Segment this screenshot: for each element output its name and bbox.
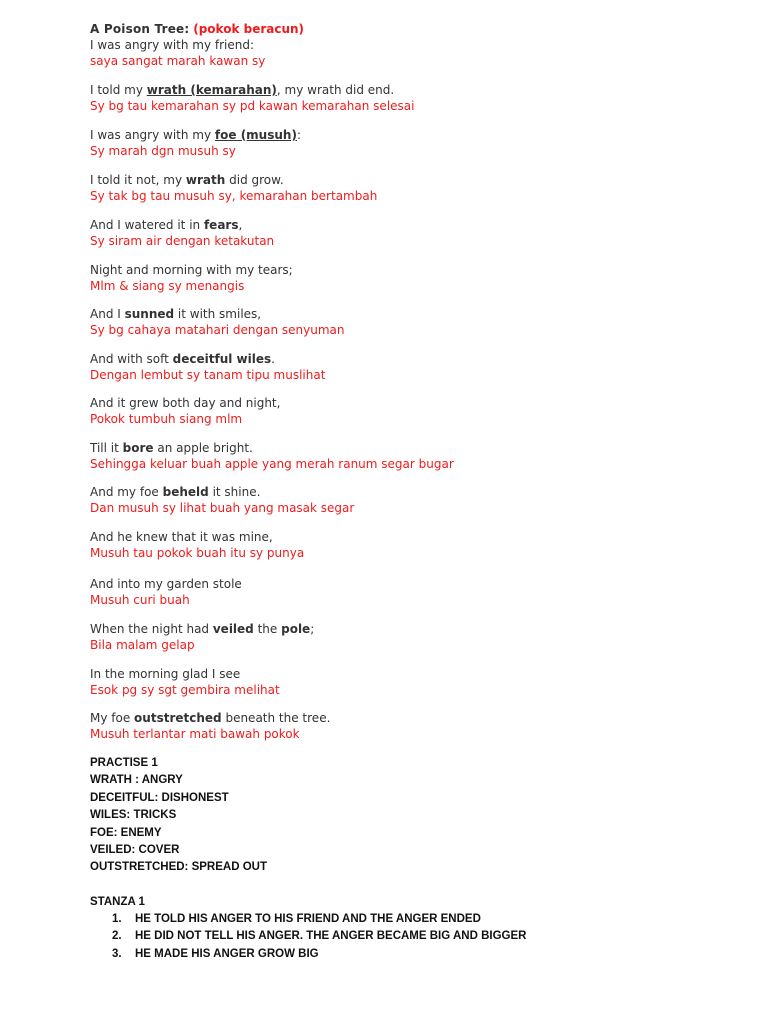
stanza1-heading: STANZA 1 [90,896,145,908]
english-line: And into my garden stole [90,577,242,591]
english-line: And he knew that it was mine, [90,530,273,544]
english-line: And I sunned it with smiles, [90,307,262,321]
vocab-item: OUTSTRETCHED: SPREAD OUT [90,861,267,874]
stanza-line-6 [90,262,730,294]
stanza-line-8 [90,351,730,383]
malay-translation: Sehingga keluar buah apple yang merah ranum segar bugar [90,457,454,471]
malay-translation: Musuh terlantar mati bawah pokok [90,727,300,741]
poem-title-english: A Poison Tree: [90,22,190,36]
english-line: I told my wrath (kemarahan), my wrath did end. [90,83,395,97]
english-line: I was angry with my foe (musuh): [90,128,301,142]
malay-translation: Dan musuh sy lihat buah yang masak segar [90,501,355,515]
vocab-item: DECEITFUL: DISHONEST [90,791,229,804]
stanza-line-12 [90,529,730,561]
malay-translation: Sy siram air dengan ketakutan [90,234,275,248]
english-line: And it grew both day and night, [90,396,281,410]
stanza1-list [90,911,730,963]
practise-heading: PRACTISE 1 [90,757,158,769]
malay-translation: Pokok tumbuh siang mlm [90,412,243,426]
vocab-item: WILES: TRICKS [90,809,177,822]
stanza-line-15 [90,666,730,698]
stanza-line-16 [90,710,730,742]
list-number: 3. [112,947,122,960]
stanza1-section [90,894,730,911]
list-item [90,928,730,945]
stanza-line-10 [90,440,730,472]
stanza-line-5 [90,217,730,249]
malay-translation: saya sangat marah kawan sy [90,54,266,68]
english-line: Till it bore an apple bright. [90,441,253,455]
stanza-line-14 [90,621,730,653]
english-line: And I watered it in fears, [90,218,243,232]
stanza-line-2 [90,82,730,114]
document-page [90,22,730,960]
english-line: I was angry with my friend: [90,38,255,52]
english-line: When the night had veiled the pole; [90,622,315,636]
stanza-line-7 [90,306,730,338]
poem-title [90,22,730,37]
english-line: I told it not, my wrath did grow. [90,173,284,187]
malay-translation: Esok pg sy sgt gembira melihat [90,683,280,697]
malay-translation: Sy marah dgn musuh sy [90,144,236,158]
malay-translation: Musuh curi buah [90,593,190,607]
malay-translation: Bila malam gelap [90,638,195,652]
list-number: 2. [112,930,122,943]
malay-translation: Sy bg cahaya matahari dengan senyuman [90,323,345,337]
malay-translation: Dengan lembut sy tanam tipu muslihat [90,368,326,382]
list-item [90,911,730,928]
stanza-line-4 [90,172,730,204]
vocab-item: VEILED: COVER [90,843,180,856]
malay-translation: Mlm & siang sy menangis [90,279,245,293]
practise-section [90,755,730,877]
stanza-line-1 [90,37,730,69]
malay-translation: Musuh tau pokok buah itu sy punya [90,546,305,560]
english-line: And with soft deceitful wiles. [90,352,275,366]
vocab-item: WRATH : ANGRY [90,774,183,787]
stanza-line-13 [90,576,730,608]
malay-translation: Sy bg tau kemarahan sy pd kawan kemarahan selesai [90,99,415,113]
list-item [90,946,730,963]
english-line: Night and morning with my tears; [90,263,293,277]
malay-translation: Sy tak bg tau musuh sy, kemarahan bertambah [90,189,378,203]
english-line: And my foe beheld it shine. [90,485,261,499]
stanza-line-9 [90,395,730,427]
list-text: HE MADE HIS ANGER GROW BIG [135,947,319,960]
list-text: HE DID NOT TELL HIS ANGER. THE ANGER BECAME BIG AND BIGGER [135,930,527,943]
list-text: HE TOLD HIS ANGER TO HIS FRIEND AND THE ANGER ENDED [135,913,481,925]
english-line: In the morning glad I see [90,667,241,681]
stanza-line-11 [90,484,730,516]
list-number: 1. [112,913,122,925]
english-line: My foe outstretched beneath the tree. [90,711,331,725]
poem-title-malay: (pokok beracun) [193,22,305,36]
vocab-item: FOE: ENEMY [90,826,162,839]
stanza-line-3 [90,127,730,159]
